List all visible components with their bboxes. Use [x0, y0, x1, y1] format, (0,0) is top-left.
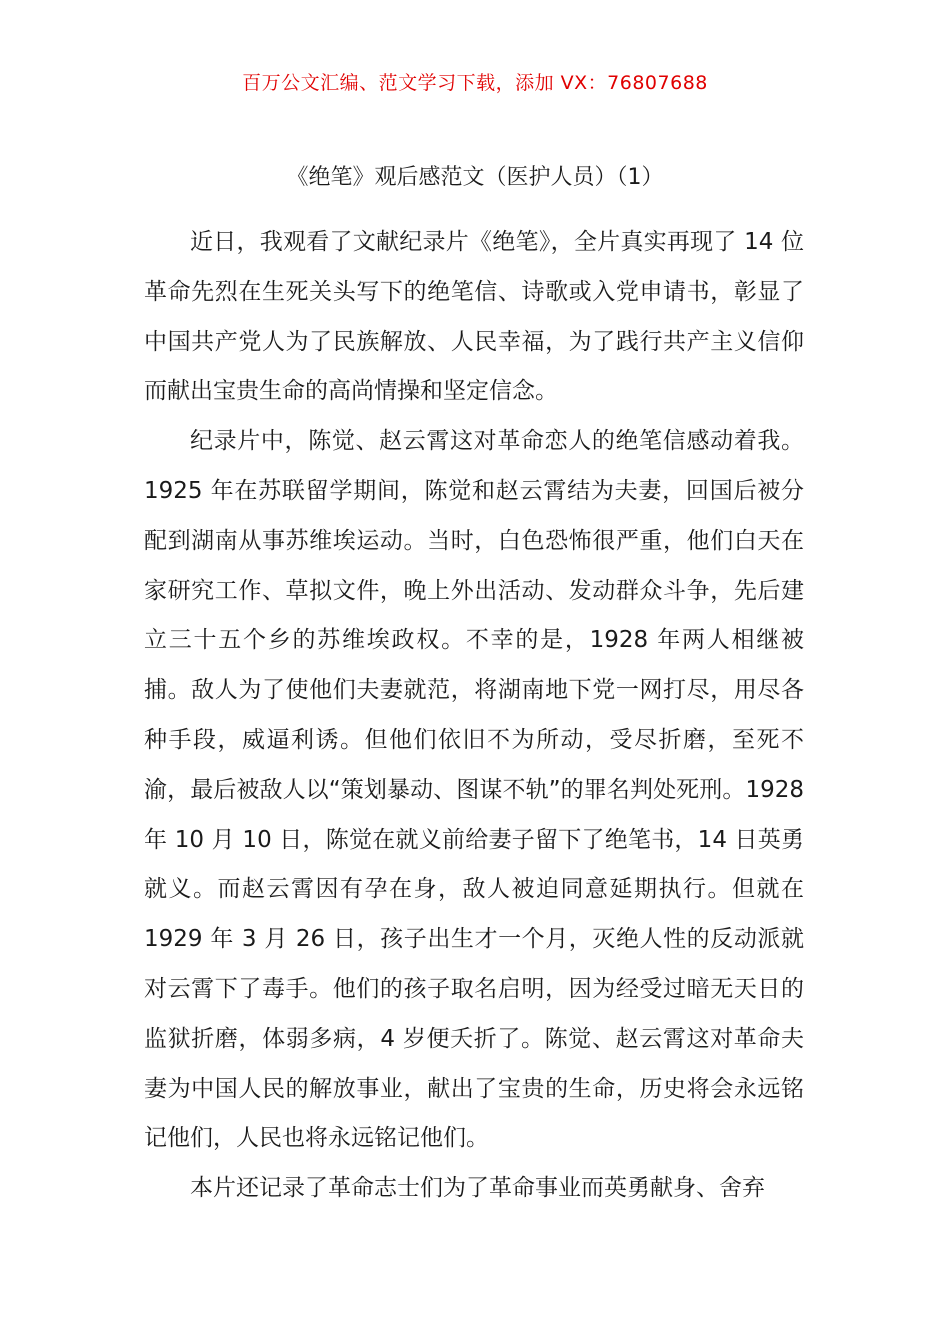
paragraph-2: 纪录片中，陈觉、赵云霄这对革命恋人的绝笔信感动着我。1925 年在苏联留学期间，陈觉和赵云霄结为夫妻，回国后被分配到湖南从事苏维埃运动。当时，白色恐怖很严重，他们白天在家研究工作、草拟文件，晚上外出活动、发动群众斗争，先后建立三十五个乡的苏维埃政权。不幸的是，1928 年两人相继被捕。敌人为了使他们夫妻就范，将湖南地下党一网打尽，用尽各种手段，威逼利诱。但他们依旧不为所动，受尽折磨，至死不渝，最后被敌人以“策划暴动、图谋不轨”的罪名判处死刑。1928 年 10 月 10 日，陈觉在就义前给妻子留下了绝笔书，14 日英勇就义。而赵云霄因有孕在身，敌人被迫同意延期执行。但就在 1929 年 3 月 26 日，孩子出生才一个月，灭绝人性的反动派就对云霄下了毒手。他们的孩子取名启明，因为经受过暗无天日的监狱折磨，体弱多病，4 岁便夭折了。陈觉、赵云霄这对革命夫妻为中国人民的解放事业，献出了宝贵的生命，历史将会永远铭记他们，人民也将永远铭记他们。	[144, 428, 804, 1152]
paragraph-1: 近日，我观看了文献纪录片《绝笔》，全片真实再现了 14 位革命先烈在生死关头写下的绝笔信、诗歌或入党申请书，彰显了中国共产党人为了民族解放、人民幸福，为了践行共产主义信仰而献出宝贵生命的高尚情操和坚定信念。	[144, 229, 804, 405]
document-body	[144, 218, 804, 1214]
paragraph-3: 本片还记录了革命志士们为了革命事业而英勇献身、舍弃	[190, 1175, 765, 1202]
header-download-note: 百万公文汇编、范文学习下载，添加 VX：76807688	[242, 72, 708, 94]
document-title: 《绝笔》观后感范文（医护人员）（1）	[286, 165, 664, 190]
